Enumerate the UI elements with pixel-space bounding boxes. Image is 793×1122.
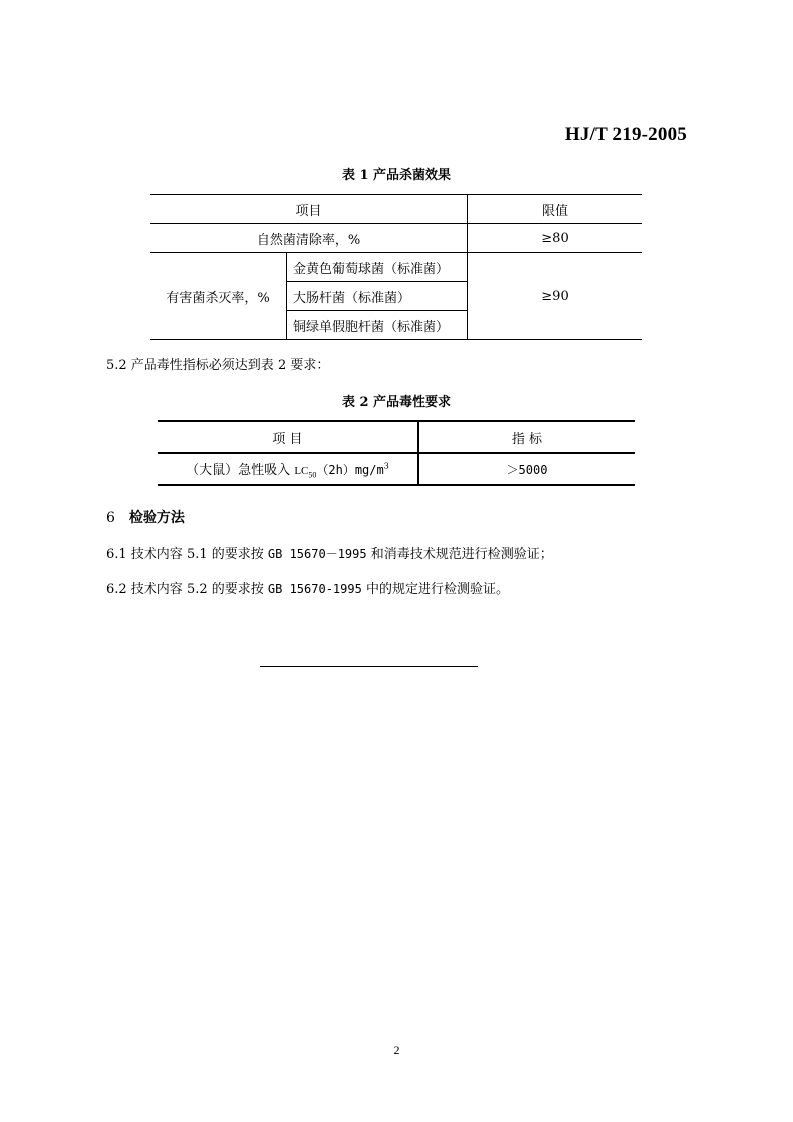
paragraph-6-1-standard: GB 15670－1995 [267,547,367,561]
table2-row-lc-subscript: 50 [308,470,317,480]
table1-row1-item: 自然菌清除率，% [150,224,468,253]
table1-sub-item-2: 大肠杆菌（标准菌） [287,282,468,311]
table1-caption: 表 1 产品杀菌效果 [341,168,452,183]
table2-header-item: 项 目 [158,421,418,453]
section-6-number: 6 [106,510,115,526]
paragraph-6-1 [106,543,553,562]
table-row [158,421,635,453]
table1-group-limit: ≥90 [468,253,643,340]
table1-sub-item-3: 铜绿单假胞杆菌（标准菌） [287,311,468,340]
section-6-title: 检验方法 [128,510,185,526]
table2-row-item-unit: （2h）mg/m [316,462,384,477]
table2-row-lc: LC [294,464,309,477]
page-number: 2 [393,1043,400,1057]
paragraph-6-2-suffix: 中的规定进行检测验证。 [361,582,509,597]
paragraph-6-2 [106,578,509,597]
table2-toxicity-requirements [158,420,635,486]
table2-header-index: 指 标 [418,421,635,453]
table-row [158,453,635,485]
paragraph-5-2: 5.2 产品毒性指标必须达到表 2 要求： [106,358,330,373]
table-row [150,224,642,253]
end-rule [260,666,478,667]
table1-row1-limit: ≥80 [468,224,643,253]
paragraph-6-2-standard: GB 15670-1995 [267,582,362,596]
paragraph-6-2-prefix: 6.2 技术内容 5.2 的要求按 [106,582,268,597]
table2-caption: 表 2 产品毒性要求 [341,395,452,410]
table2-row-value: ＞5000 [506,462,548,477]
table1-sterilization-effect [150,194,642,340]
table1-header-item: 项目 [150,195,468,224]
table1-header-limit: 限值 [468,195,643,224]
table2-row-item-superscript: 3 [383,461,389,471]
document-code: HJ/T 219-2005 [564,124,687,145]
table-row [150,195,642,224]
table2-row-item [158,453,418,485]
paragraph-6-1-suffix: 和消毒技术规范进行检测验证； [366,547,553,562]
table-row [150,253,642,282]
table1-sub-item-1: 金黄色葡萄球菌（标准菌） [287,253,468,282]
table2-row-item-prefix: （大鼠）急性吸入 [186,462,295,478]
table1-group-item: 有害菌杀灭率，% [150,253,287,340]
paragraph-6-1-prefix: 6.1 技术内容 5.1 的要求按 [106,547,268,562]
section-6-heading [106,507,185,527]
